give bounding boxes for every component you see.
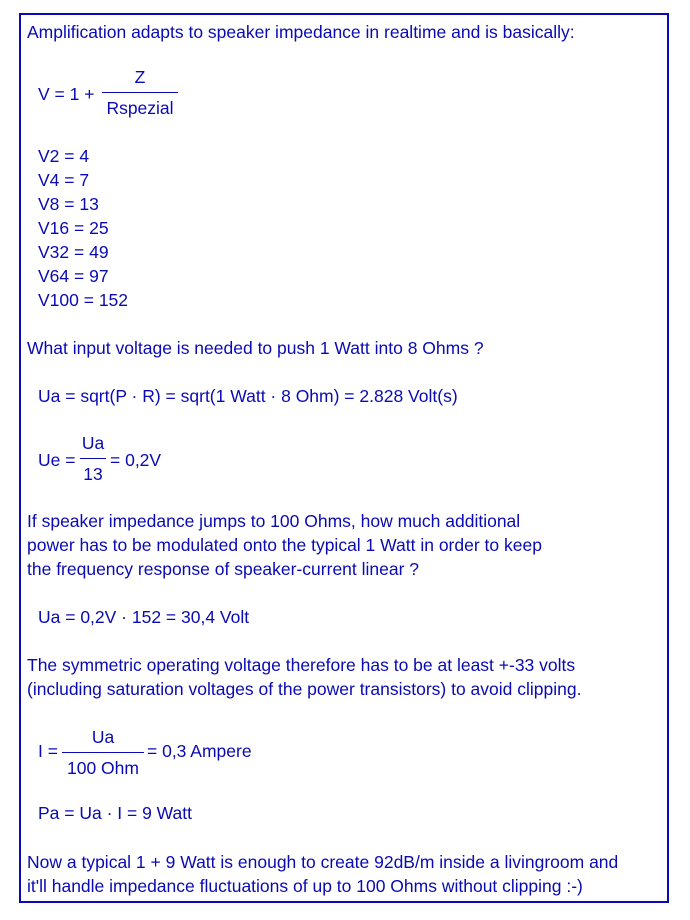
gain-formula-lhs: V = 1 +	[38, 84, 95, 104]
current-formula-numerator: Ua	[91, 727, 115, 747]
current-formula-fraction	[62, 727, 144, 778]
gain-formula-denominator: Rspezial	[106, 98, 174, 118]
question-impedance-line-1: If speaker impedance jumps to 100 Ohms, how much additional	[27, 511, 521, 531]
gain-value-v32: V32 = 49	[38, 242, 109, 262]
ua-formula: Ua = sqrt(P · R) = sqrt(1 Watt · 8 Ohm) = 2.828 Volt(s)	[38, 386, 458, 406]
ua2-formula: Ua = 0,2V · 152 = 30,4 Volt	[38, 607, 250, 627]
ue-formula-numerator: Ua	[81, 433, 105, 453]
current-formula-rhs: = 0,3 Ampere	[147, 741, 252, 761]
gain-value-v100: V100 = 152	[38, 290, 129, 310]
gain-value-v16: V16 = 25	[38, 218, 109, 238]
fraction-bar	[102, 92, 178, 93]
ue-formula-fraction	[80, 433, 106, 484]
question-impedance-line-2: power has to be modulated onto the typical 1 Watt in order to keep	[27, 535, 542, 555]
fraction-bar	[62, 752, 144, 753]
gain-value-v4: V4 = 7	[38, 170, 90, 190]
ue-formula-denominator: 13	[83, 464, 103, 484]
gain-value-v2: V2 = 4	[38, 146, 90, 166]
gain-formula-numerator: Z	[134, 67, 146, 87]
ue-formula-lhs: Ue =	[38, 450, 76, 470]
voltage-note-line-2: (including saturation voltages of the power transistors) to avoid clipping.	[27, 679, 582, 699]
current-formula-lhs: I =	[38, 741, 58, 761]
question-input-voltage: What input voltage is needed to push 1 Watt into 8 Ohms ?	[27, 338, 484, 358]
current-formula-denominator: 100 Ohm	[67, 758, 139, 778]
conclusion-line-1: Now a typical 1 + 9 Watt is enough to create 92dB/m inside a livingroom and	[27, 852, 619, 872]
intro-text: Amplification adapts to speaker impedance in realtime and is basically:	[27, 22, 575, 42]
ue-formula-rhs: = 0,2V	[110, 450, 162, 470]
gain-value-v64: V64 = 97	[38, 266, 109, 286]
question-impedance-line-3: the frequency response of speaker-current linear ?	[27, 559, 420, 579]
power-formula: Pa = Ua · I = 9 Watt	[38, 803, 192, 823]
fraction-bar	[80, 458, 106, 459]
gain-value-v8: V8 = 13	[38, 194, 99, 214]
voltage-note-line-1: The symmetric operating voltage therefore has to be at least +-33 volts	[27, 655, 576, 675]
gain-formula-fraction	[102, 67, 178, 118]
conclusion-line-2: it'll handle impedance fluctuations of up to 100 Ohms without clipping :-)	[27, 876, 583, 896]
